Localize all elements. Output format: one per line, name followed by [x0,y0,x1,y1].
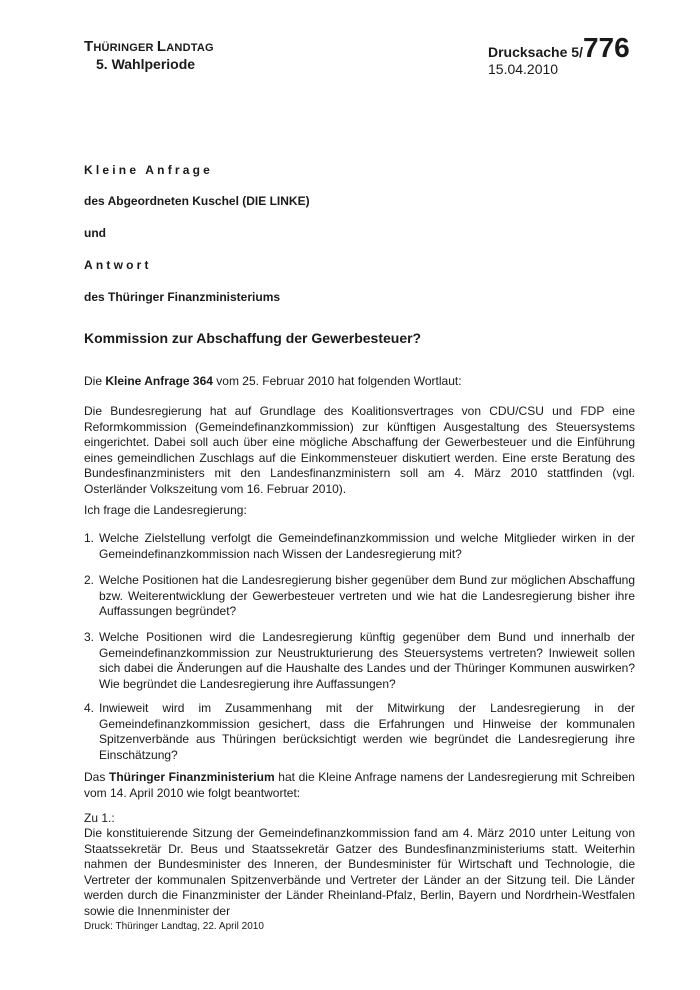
question-item: 1. Welche Zielstellung verfolgt die Gemeindefinanzkommission und welche Mitglieder wirken in der Gemeindefinanzkommission nach Wissen der Landesregierung mit? [84,531,635,561]
question-item: 2. Welche Positionen hat die Landesregierung bisher gegenüber dem Bund zur möglichen Abschaffung bzw. Weiterentwicklung der Gewerbesteuer vertreten und wie hat die Landesregierung bisher ihre Auffassungen begründet? [84,573,635,619]
drucksache-number: 776 [582,32,630,63]
document-date: 15.04.2010 [488,61,559,77]
antwort-label: Antwort [84,258,152,272]
document-header-left [84,38,214,72]
document-header-right [488,32,630,77]
question-paragraph: Die Bundesregierung hat auf Grundlage des Koalitionsvertrages von CDU/CSU und FDP eine Reformkommission (Gemeindefinanzkommission) zur künftigen Ausgestaltung des Steuersystems eingerichtet. Dabei soll auch über eine mögliche Abschaffung der Gewerbesteuer und die Einführung eines gemeindlichen Zuschlags auf die Einkommensteuer diskutiert werden. Eine erste Beratung des Bundesfinanzministers mit den Landesfinanzministern soll am 4. März 2010 stattfinden (vgl. Osterländer Volkszeitung vom 16. Februar 2010). [84,404,635,496]
document-title: Kommission zur Abschaffung der Gewerbesteuer? [84,330,422,346]
answer-1-label: Zu 1.: [84,811,115,825]
abgeordneter-line: des Abgeordneten Kuschel (DIE LINKE) [84,194,310,208]
question-intro: Die Kleine Anfrage 364 vom 25. Februar 2010 hat folgenden Wortlaut: [84,374,462,388]
ministerium-line: des Thüringer Finanzministeriums [84,290,281,304]
und-line: und [84,226,106,240]
answer-intro: Das Thüringer Finanzministerium hat die Kleine Anfrage namens der Landesregierung mit Schreiben vom 14. April 2010 wie folgt beantwortet: [84,770,635,800]
answer-1-text: Die konstituierende Sitzung der Gemeindefinanzkommission fand am 4. März 2010 unter Leitung von Staatssekretär Dr. Beus und Staatssekretär Gatzer des Bundesfinanzministeriums statt. Weiterhin nahmen der Bundesminister des Inneren, der Bundesminister für Wirtschaft und Technologie, die Vertreter der kommunalen Spitzenverbände und Vertreter der Länder an der Sitzung teil. Die Länder werden durch die Finanzminister der Länder Rheinland-Pfalz, Berlin, Bayern und Nordrhein-Westfalen sowie die Innenminister der [84,826,635,918]
wahlperiode: 5. Wahlperiode [96,56,196,72]
print-footer: Druck: Thüringer Landtag, 22. April 2010 [84,921,264,932]
landtag-name: THÜRINGER LANDTAG [84,38,214,55]
drucksache-label: Drucksache 5/776 [488,32,630,63]
kleine-anfrage-label: Kleine Anfrage [84,163,214,177]
ask-line: Ich frage die Landesregierung: [84,503,247,517]
question-item: 3. Welche Positionen wird die Landesregierung künftig gegenüber dem Bund und innerhalb der Gemeindefinanzkommission zur Neustrukturierung des Steuersystems vertreten? Inwieweit sollen sich dabei die Änderungen auf die Haushalte des Landes und der Thüringer Kommunen auswirken? Wie begründet die Landesregierung ihre Auffassungen? [84,630,635,691]
question-item: 4. Inwieweit wird im Zusammenhang mit der Mitwirkung der Landesregierung in der Gemeindefinanzkommission gesichert, dass die Erfahrungen und Hinweise der kommunalen Spitzenverbände aus Thüringen berücksichtigt werden wie begründet die Landesregierung ihre Einschätzung? [84,701,635,762]
